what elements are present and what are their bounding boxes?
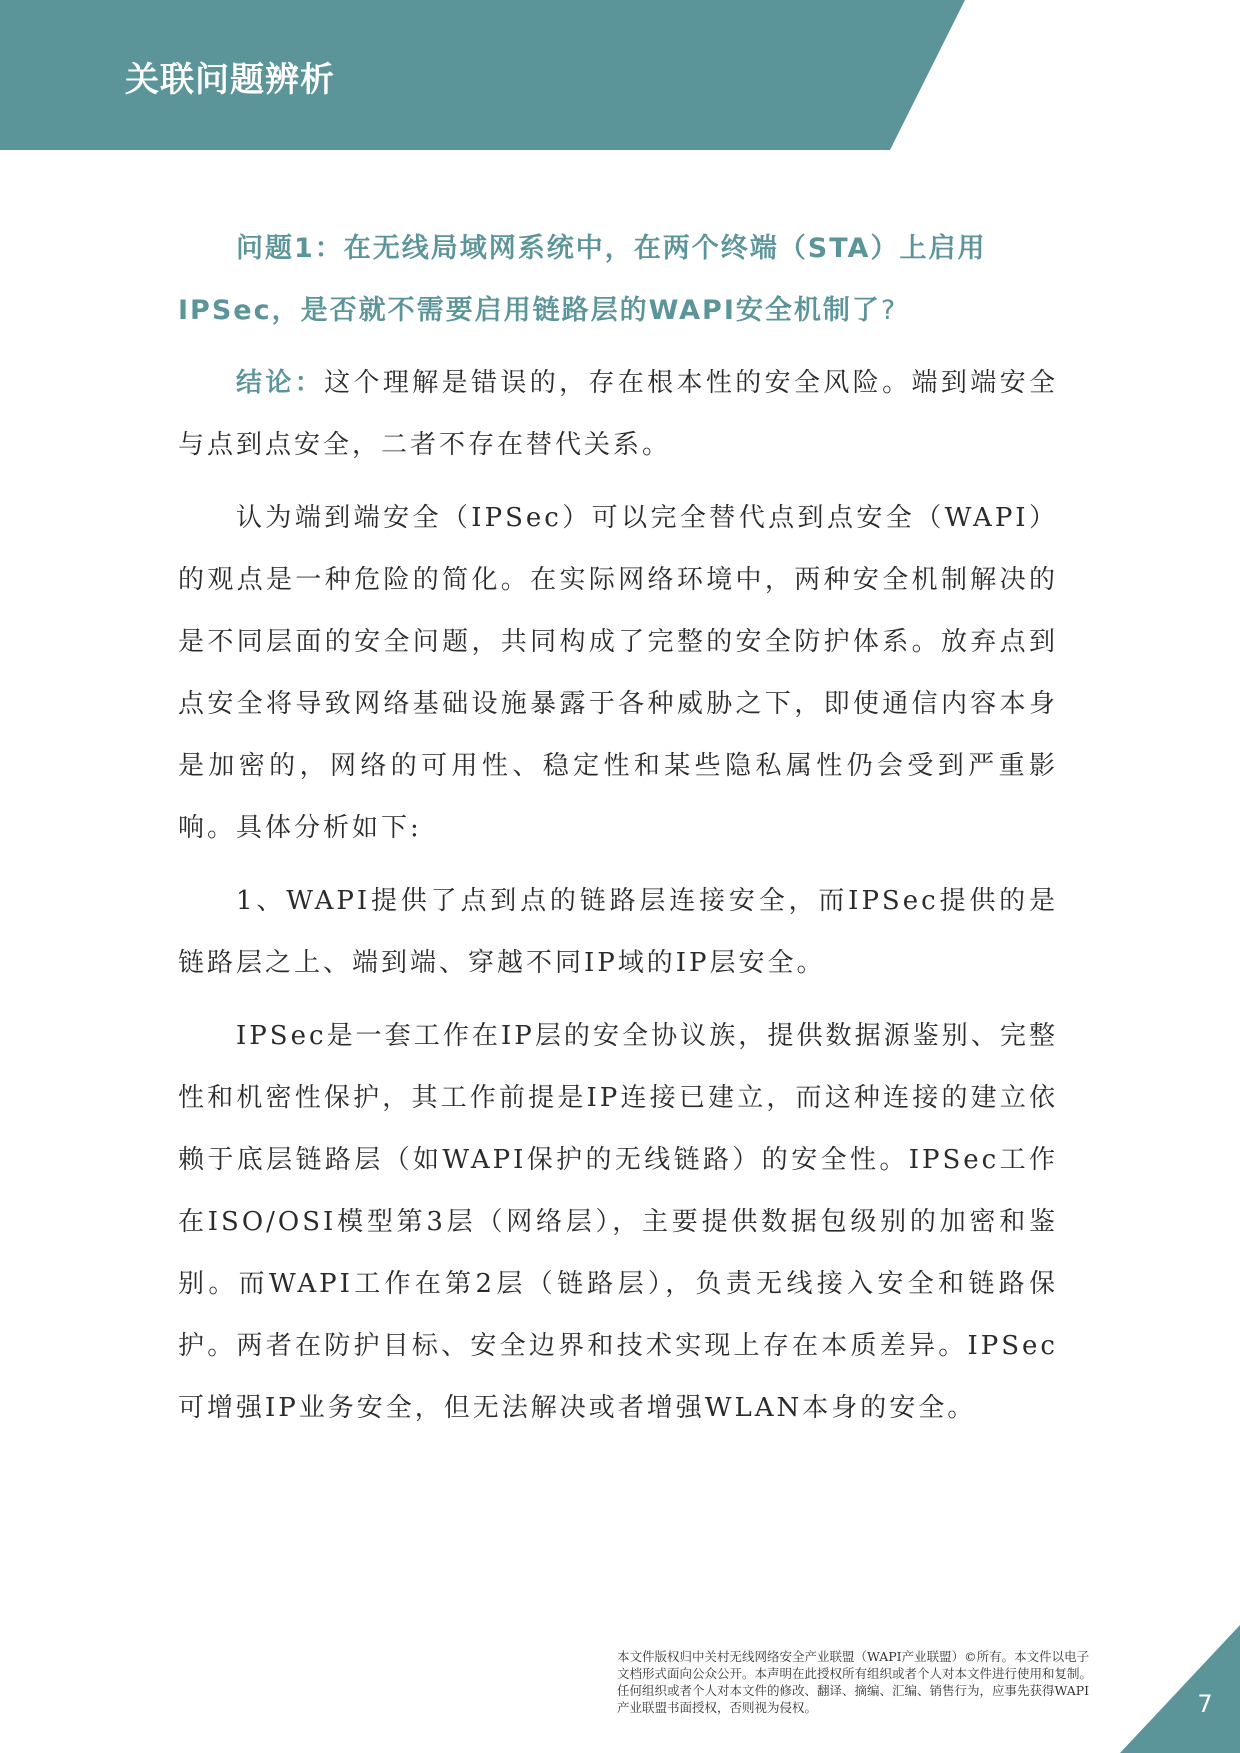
body-paragraph: 1、WAPI提供了点到点的链路层连接安全，而IPSec提供的是链路层之上、端到端、穿越不同IP域的IP层安全。 — [178, 886, 1058, 978]
conclusion-paragraph — [178, 352, 1058, 476]
body-paragraph: 认为端到端安全（IPSec）可以完全替代点到点安全（WAPI）的观点是一种危险的简化。在实际网络环境中，两种安全机制解决的是不同层面的安全问题，共同构成了完整的安全防护体系。放弃点到点安全将导致网络基础设施暴露于各种威胁之下，即使通信内容本身是加密的，网络的可用性、稳定性和某些隐私属性仍会受到严重影响。具体分析如下: — [178, 503, 1058, 843]
question-heading — [178, 218, 1058, 342]
question-text: 问题1：在无线局域网系统中，在两个终端（STA）上启用IPSec，是否就不需要启用链路层的WAPI安全机制了 — [178, 233, 987, 326]
corner-decoration — [1120, 1625, 1240, 1753]
main-content — [178, 218, 1058, 1450]
conclusion-label: 结论： — [236, 368, 325, 398]
copyright-notice: 本文件版权归中关村无线网络安全产业联盟（WAPI产业联盟）©所有。本文件以电子文档形式面向公众公开。本声明在此授权所有组织或者个人对本文件进行使用和复制。任何组织或者个人对本文件的修改、翻译、摘编、汇编、销售行为，应事先获得WAPI产业联盟书面授权，否则视为侵权。 — [617, 1649, 1093, 1715]
page-number: 7 — [1197, 1690, 1213, 1718]
section-title: 关联问题辨析 — [125, 60, 335, 100]
question-mark: ? — [880, 295, 898, 326]
conclusion-text: 这个理解是错误的，存在根本性的安全风险。端到端安全与点到点安全，二者不存在替代关系。 — [178, 368, 1058, 460]
body-paragraph: IPSec是一套工作在IP层的安全协议族，提供数据源鉴别、完整性和机密性保护，其工作前提是IP连接已建立，而这种连接的建立依赖于底层链路层（如WAPI保护的无线链路）的安全性。IPSec工作在ISO/OSI模型第3层（网络层），主要提供数据包级别的加密和鉴别。而WAPI工作在第2层（链路层），负责无线接入安全和链路保护。两者在防护目标、安全边界和技术实现上存在本质差异。IPSec可增强IP业务安全，但无法解决或者增强WLAN本身的安全。 — [178, 1021, 1058, 1423]
